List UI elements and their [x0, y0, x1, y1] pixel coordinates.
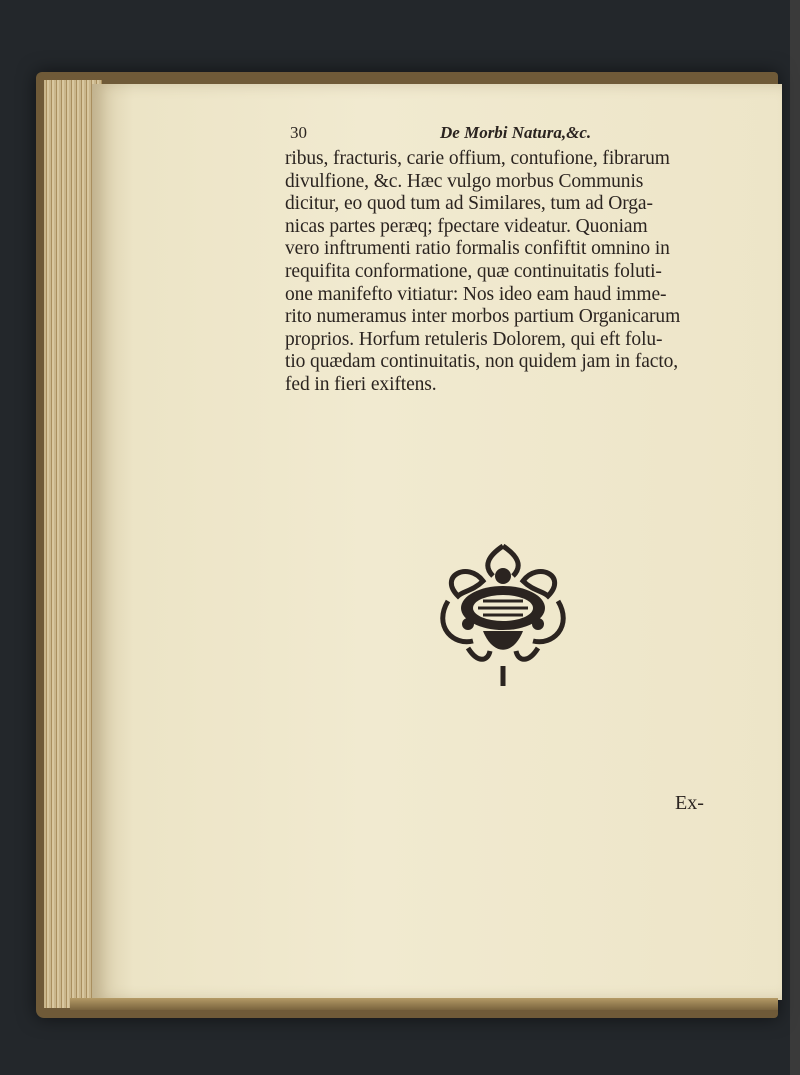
page-number: 30	[290, 123, 307, 142]
fleuron-ornament-icon	[428, 536, 578, 691]
running-head: De Morbi Natura,&c.	[440, 123, 592, 142]
catchword: Ex-	[675, 792, 704, 814]
background-strip	[790, 0, 800, 1075]
body-text: ribus, fracturis, carie offium, contufione, fibrarum divulfione, &c. Hæc vulgo morbus Communis dicitur, eo quod tum ad Similares, tum ad Orga- nicas partes peræq; fpectare videatur. Quoniam vero inftrumenti ratio formalis confiftit omnino in requifita conformatione, quæ continuitatis foluti- one manifefto vitiatur: Nos ideo eam haud imme- rito numeramus inter morbos partium Organicarum proprios. Horfum retuleris Dolorem, qui eft folu- tio quædam continuitatis, non quidem jam in facto, fed in fieri exiftens.	[285, 148, 681, 395]
bottom-page-edge	[70, 998, 778, 1010]
page-header	[290, 123, 710, 145]
